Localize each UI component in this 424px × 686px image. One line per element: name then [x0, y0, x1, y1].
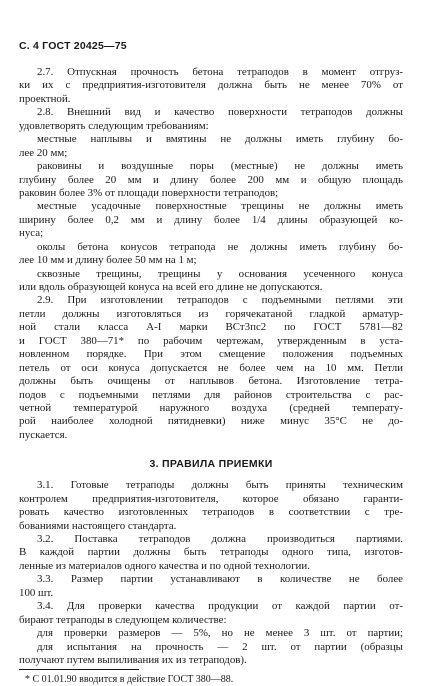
- text-line: 3.3. Размер партии устанавливают в количестве не более: [37, 573, 403, 586]
- text-line: четной температурой наружного воздуха (средней температу-: [19, 401, 403, 414]
- text-line: глубину более 20 мм и длину более 200 мм и общую площадь: [19, 173, 403, 186]
- footnote: * С 01.01.90 вводится в действие ГОСТ 380—88.: [25, 674, 234, 686]
- text-line: петли должны изготовляться из горячекатаной гладкой арматур-: [19, 307, 403, 320]
- text-line: ки их с предприятия-изготовителя должна быть не менее 70% от: [19, 79, 403, 92]
- text-line: 3.1. Готовые тетраподы должны быть приняты техническим: [37, 479, 403, 492]
- text-line: ленные из материалов одного качества и по одной технологии.: [19, 559, 310, 572]
- text-line: 100 шт.: [19, 586, 54, 599]
- text-line: для проверки размеров — 5%, но не менее 3 шт. от партии;: [37, 627, 403, 640]
- text-line: нуса;: [19, 227, 44, 240]
- page-header: С. 4 ГОСТ 20425—75: [19, 40, 127, 52]
- text-line: 2.8. Внешний вид и качество поверхности тетраподов должны: [37, 106, 403, 119]
- text-line: местные наплывы и вмятины не должны иметь глубину бо-: [37, 133, 403, 146]
- text-line: контролем предприятия-изготовителя, которое обязано гаранти-: [19, 492, 403, 505]
- text-line: лее 10 мм и длину более 50 мм на 1 м;: [19, 254, 197, 267]
- text-line: околы бетона конусов тетрапода не должны иметь глубину бо-: [37, 240, 403, 253]
- text-line: или вдоль образующей конуса на всей его длине не допускаются.: [19, 281, 323, 293]
- text-line: удовлетворять следующим требованиям:: [19, 119, 209, 132]
- text-line: проектной.: [19, 92, 71, 105]
- text-line: В каждой партии должны быть тетраподы одного типа, изготов-: [19, 546, 403, 559]
- text-line: 3.4. Для проверки качества продукции от каждой партии от-: [37, 600, 403, 613]
- text-line: ровать качество изготовленных тетраподов в соответствии с тре-: [19, 506, 403, 519]
- text-line: 2.7. Отпускная прочность бетона тетраподов в момент отгруз-: [37, 66, 403, 78]
- text-line: раковин более 3% от площади поверхности тетраподов;: [19, 186, 279, 199]
- text-line: и ГОСТ 380—71* по рабочим чертежам, утвержденным в уста-: [19, 334, 403, 347]
- section-2-text: [19, 66, 403, 442]
- text-line: бованиями настоящего стандарта.: [19, 519, 177, 532]
- text-line: бирают тетраподы в следующем количестве:: [19, 613, 227, 626]
- document-body: [19, 66, 403, 686]
- text-line: для испытания на прочность — 2 шт. от партии (образцы: [37, 640, 403, 653]
- text-line: получают путем выпиливания их из тетраподов).: [19, 653, 247, 666]
- text-line: 3.2. Поставка тетраподов должна производиться партиями.: [37, 533, 403, 545]
- text-line: петель от оси конуса допускается не более чем на 10 мм. Петли: [19, 361, 403, 374]
- text-line: местные усадочные поверхностные трещины не должны иметь: [37, 200, 403, 213]
- section-title: 3. ПРАВИЛА ПРИЕМКИ: [149, 458, 273, 471]
- text-line: рой наиболее холодной пятидневки) ниже минус 35°С не до-: [19, 415, 403, 428]
- text-line: новленном порядке. При этом смещение положения подъемных: [19, 348, 403, 361]
- text-line: лее 20 мм;: [19, 146, 68, 159]
- text-line: пускается.: [19, 428, 68, 441]
- text-line: должны быть очищены от наплывов бетона. Изготовление тетра-: [19, 375, 403, 388]
- footnote-rule: [19, 669, 139, 670]
- text-line: сквозные трещины, трещины у основания усеченного конуса: [37, 267, 403, 280]
- text-line: 2.9. При изготовлении тетраподов с подъемными петлями эти: [37, 294, 403, 307]
- section-3-text: [19, 479, 403, 667]
- text-line: ной стали класса А-I марки ВСт3пс2 по ГОСТ 5781—82: [19, 321, 403, 334]
- text-line: подов с подъемными петлями для районов строительства с рас-: [19, 388, 403, 401]
- text-line: раковины и воздушные поры (местные) не должны иметь: [37, 160, 403, 173]
- text-line: ширину более 0,2 мм и длину более 1/4 длины образующей ко-: [19, 213, 403, 226]
